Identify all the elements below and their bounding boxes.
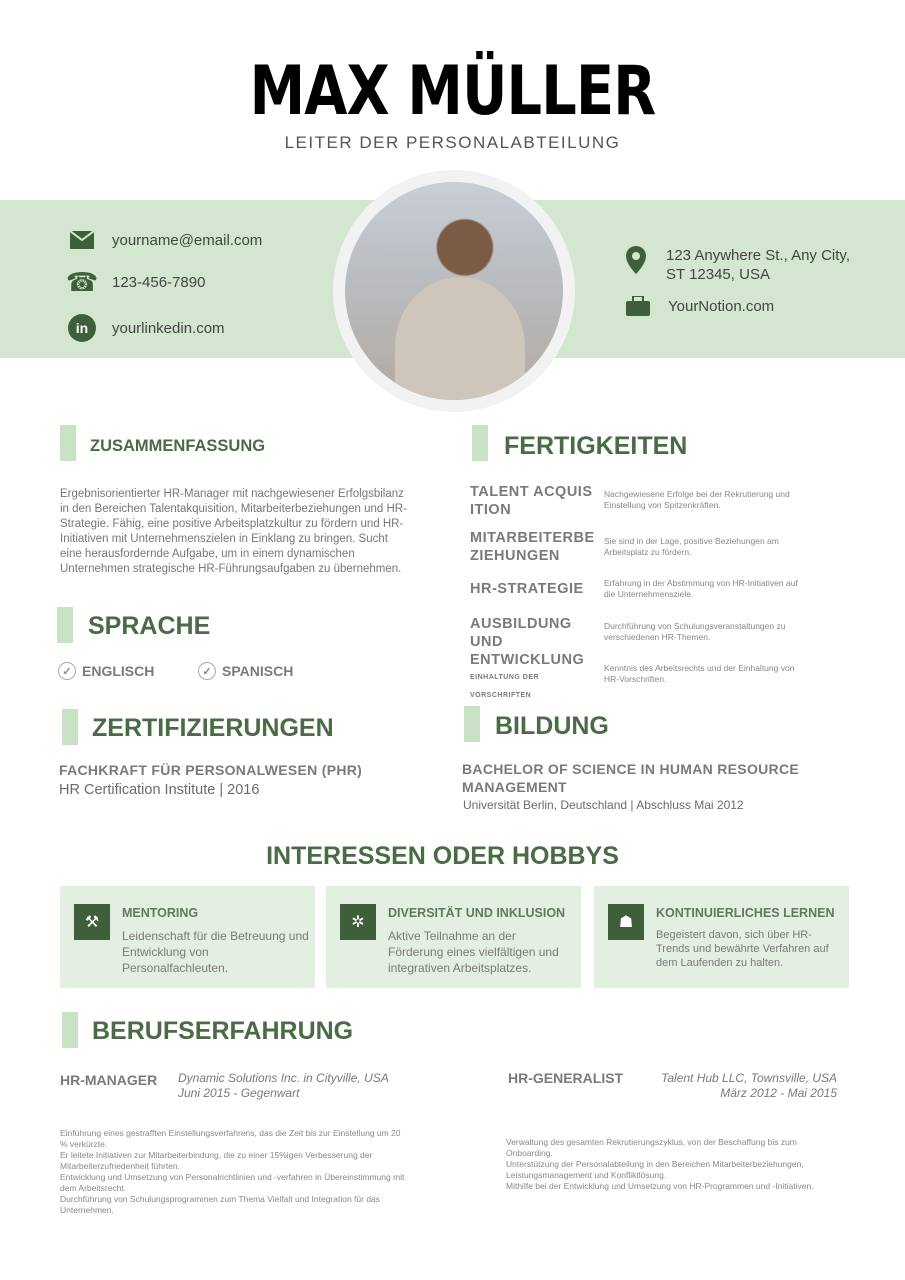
- cert-name: FACHKRAFT FÜR PERSONALWESEN (PHR): [59, 762, 363, 778]
- job-company: Talent Hub LLC, Townsville, USA: [661, 1071, 837, 1085]
- skill-desc: Sie sind in der Lage, positive Beziehungen am Arbeitsplatz zu fördern.: [604, 536, 779, 557]
- job-dates: März 2012 - Mai 2015: [720, 1086, 837, 1100]
- linkedin-icon: in: [68, 314, 96, 342]
- website-text: YourNotion.com: [668, 297, 775, 315]
- education-heading: BILDUNG: [495, 712, 609, 740]
- degree: BACHELOR OF SCIENCE IN HUMAN RESOURCE MANAGEMENT: [462, 761, 800, 795]
- job-meta: [600, 1071, 837, 1101]
- job-point: Einführung eines gestrafften Einstellungsverfahrens, das die Zeit bis zur Einstellung um 20 % verkürzte.: [60, 1128, 401, 1149]
- language-name: ENGLISCH: [82, 663, 155, 679]
- section-accent: [60, 425, 76, 461]
- experience-heading: BERUFSERFAHRUNG: [92, 1017, 354, 1045]
- skill-desc: Durchführung von Schulungsveranstaltungen zu verschiedenen HR-Themen.: [604, 621, 786, 642]
- section-accent: [464, 706, 480, 742]
- location-pin-icon: [622, 246, 650, 274]
- language-name: SPANISCH: [222, 663, 294, 679]
- job-point: Entwicklung und Umsetzung von Personalrichtlinien und -verfahren in Übereinstimmung mit dem Arbeitsrecht.: [60, 1172, 405, 1193]
- hobby-title: MENTORING: [122, 906, 199, 920]
- job-point: Durchführung von Schulungsprogrammen zum Thema Vielfalt und Integration für das Unternehmen.: [60, 1194, 381, 1215]
- job-point: Unterstützung der Personalabteilung in den Bereichen Mitarbeiterbeziehungen, Leistungsmanagement und Konfliktlösung.: [506, 1159, 804, 1180]
- section-accent: [62, 1012, 78, 1048]
- job-dates: Juni 2015 - Gegenwart: [178, 1086, 300, 1100]
- certs-heading: ZERTIFIZIERUNGEN: [92, 714, 334, 742]
- phone-icon: ☎: [65, 266, 99, 297]
- mentoring-icon: ⚒: [74, 904, 110, 940]
- skill-name: EINHALTUNG DER VORSCHRIFTEN: [470, 674, 540, 699]
- language-item: [198, 662, 293, 680]
- check-circle-icon: ✓: [198, 662, 216, 680]
- address-line2: ST 12345, USA: [666, 266, 770, 283]
- diversity-icon: ✲: [340, 904, 376, 940]
- skill-name: TALENT ACQUIS ITION: [470, 484, 593, 518]
- section-accent: [62, 709, 78, 745]
- email-text: yourname@email.com: [112, 231, 263, 249]
- skill-desc: Erfahrung in der Abstimmung von HR-Initiativen auf die Unternehmensziele.: [604, 578, 798, 599]
- skill-desc: Nachgewiesene Erfolge bei der Rekrutierung und Einstellung von Spitzenkräften.: [604, 489, 790, 510]
- contact-website: [624, 292, 774, 320]
- contact-linkedin: [68, 314, 225, 342]
- address-line1: 123 Anywhere St., Any City,: [666, 247, 850, 264]
- job-points: [60, 1128, 410, 1216]
- job-company: Dynamic Solutions Inc. in Cityville, USA: [178, 1071, 389, 1085]
- phone-text: 123-456-7890: [112, 273, 206, 291]
- school: Universität Berlin, Deutschland | Abschluss Mai 2012: [463, 798, 744, 812]
- job-point: Verwaltung des gesamten Rekrutierungszyklus, von der Beschaffung bis zum Onboarding.: [506, 1137, 797, 1158]
- hobby-card: [326, 886, 581, 988]
- learning-icon: ☗: [608, 904, 644, 940]
- profile-photo: [345, 182, 563, 400]
- hobby-card: [60, 886, 315, 988]
- skill-name: AUSBILDUNG UND ENTWICKLUNG: [470, 616, 585, 668]
- hobby-title: KONTINUIERLICHES LERNEN: [656, 906, 835, 920]
- hobby-title: DIVERSITÄT UND INKLUSION: [388, 906, 566, 920]
- skill-name: MITARBEITERBE ZIEHUNGEN: [470, 530, 595, 564]
- cert-issuer: HR Certification Institute | 2016: [59, 782, 260, 798]
- summary-text: Ergebnisorientierter HR-Manager mit nachgewiesener Erfolgsbilanz in den Bereichen Talentakquisition, Mitarbeiterbeziehungen und HR-Strategie. Fähig, eine positive Arbeitsplatzkultur zu fördern und HR-Initiativen mit Unternehmenszielen in Einklang zu bringen. Sucht eine herausfordernde Aufgabe, um in einem dynamischen Unternehmen strategische HR-Führungsaufgaben zu übernehmen.: [60, 488, 407, 575]
- job-role: HR-MANAGER: [60, 1072, 158, 1088]
- linkedin-text: yourlinkedin.com: [112, 319, 225, 337]
- hobbies-heading: INTERESSEN ODER HOBBYS: [266, 842, 619, 870]
- summary-heading: ZUSAMMENFASSUNG: [90, 437, 266, 455]
- contact-email: [68, 226, 262, 254]
- hobby-desc: Leidenschaft für die Betreuung und Entwicklung von Personalfachleuten.: [122, 929, 309, 975]
- section-accent: [472, 425, 488, 461]
- job-title: LEITER DER PERSONALABTEILUNG: [284, 133, 621, 152]
- hobby-desc: Aktive Teilnahme an der Förderung eines vielfältigen und integrativen Arbeitsplatzes.: [388, 929, 559, 975]
- skill-name: HR-STRATEGIE: [470, 581, 584, 597]
- job-meta: [178, 1071, 389, 1101]
- language-item: [58, 662, 154, 680]
- section-accent: [57, 607, 73, 643]
- mail-icon: [68, 226, 96, 254]
- contact-phone: [65, 266, 206, 297]
- contact-address: [622, 246, 850, 284]
- check-circle-icon: ✓: [58, 662, 76, 680]
- language-heading: SPRACHE: [88, 612, 211, 640]
- skill-desc: Kenntnis des Arbeitsrechts und der Einhaltung von HR-Vorschriften.: [604, 663, 795, 684]
- job-points: [506, 1137, 846, 1192]
- name-heading: MAX MÜLLER: [249, 52, 656, 131]
- hobby-desc: Begeistert davon, sich über HR-Trends und bewährte Verfahren auf dem Laufenden zu halten.: [656, 929, 829, 969]
- job-role: HR-GENERALIST: [508, 1070, 624, 1086]
- skills-heading: FERTIGKEITEN: [504, 432, 688, 460]
- job-point: Mithilfe bei der Entwicklung und Umsetzung von HR-Programmen und -Initiativen.: [506, 1181, 814, 1191]
- job-point: Er leitete Initiativen zur Mitarbeiterbindung, die zu einer 15%igen Verbesserung der Mitarbeiterzufriedenheit führten.: [60, 1150, 373, 1171]
- briefcase-icon: [624, 292, 652, 320]
- hobby-card: [594, 886, 849, 988]
